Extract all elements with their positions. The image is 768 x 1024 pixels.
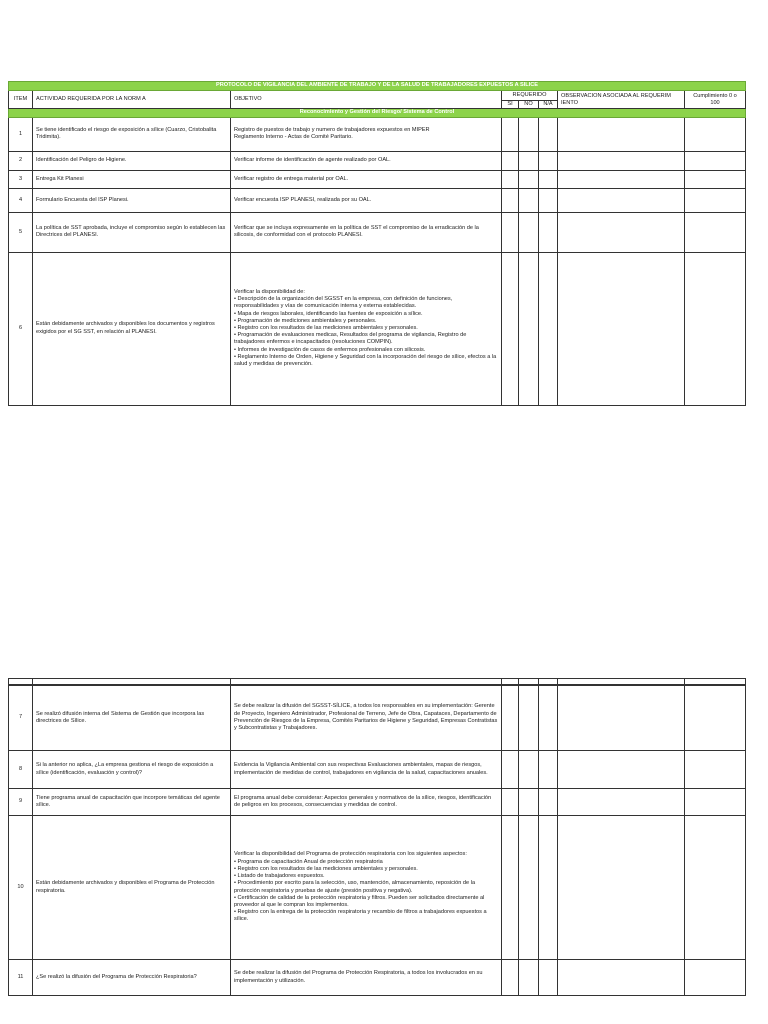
no-cell[interactable]: [519, 751, 539, 789]
table-row: [9, 685, 746, 751]
row-actividad: Identificación del Peligro de Higiene.: [33, 151, 231, 170]
objetivo-line: • Descripción de la organización del SGSST en la empresa, con definición de funciones, responsabilidades y vías de comunicación interna y externa establecidas.: [234, 296, 453, 310]
table-row: [9, 252, 746, 405]
cumplimiento-cell[interactable]: [685, 252, 746, 405]
na-cell[interactable]: [539, 151, 558, 170]
row-actividad: Están debidamente archivados y disponibles los documentos y registros exigidos por el SG SST, en relación al PLANESI.: [33, 252, 231, 405]
row-item-number: 11: [9, 960, 33, 996]
table-row: [9, 151, 746, 170]
objetivo-line: • Informes de investigación de casos de enfermos profesionales con silicosis.: [234, 346, 426, 353]
na-cell[interactable]: [539, 212, 558, 252]
objetivo-line: • Programación de mediciones ambientales y personales.: [234, 317, 377, 324]
row-objetivo: [231, 751, 502, 789]
table-row: [9, 212, 746, 252]
no-cell[interactable]: [519, 252, 539, 405]
cumplimiento-cell[interactable]: [685, 117, 746, 151]
si-cell[interactable]: [502, 212, 519, 252]
na-cell[interactable]: [539, 170, 558, 188]
objetivo-line: • Certificación de calidad de la protección respiratoria y filtros. Pueden ser solicitados directamente al proveedor al que le compran los implementos.: [234, 894, 485, 908]
objetivo-line: Reglamento Interno - Actas de Comité Paritario.: [234, 134, 353, 141]
objetivo-line: Verificar la disponibilidad del Programa de protección respiratoria con los siguientes aspectos:: [234, 851, 467, 858]
row-item-number: 8: [9, 751, 33, 789]
cumplimiento-cell[interactable]: [685, 789, 746, 816]
header-no: NO: [519, 101, 539, 109]
si-cell[interactable]: [502, 188, 519, 212]
cumplimiento-cell[interactable]: [685, 151, 746, 170]
row-actividad: Están debidamente archivados y disponibles el Programa de Protección respiratoria.: [33, 816, 231, 960]
objetivo-line: Verificar la disponibilidad de:: [234, 288, 305, 295]
no-cell[interactable]: [519, 960, 539, 996]
header-item: ITEM: [9, 91, 33, 109]
no-cell[interactable]: [519, 151, 539, 170]
header-cumplimiento: Cumplimiento 0 o 100: [685, 91, 746, 109]
si-cell[interactable]: [502, 252, 519, 405]
observacion-cell[interactable]: [558, 816, 685, 960]
no-cell[interactable]: [519, 170, 539, 188]
row-item-number: 6: [9, 252, 33, 405]
si-cell[interactable]: [502, 960, 519, 996]
table-row: [9, 789, 746, 816]
na-cell[interactable]: [539, 751, 558, 789]
table-row: [9, 117, 746, 151]
na-cell[interactable]: [539, 816, 558, 960]
si-cell[interactable]: [502, 170, 519, 188]
objetivo-line: • Procedimiento por escrito para la selección, uso, mantención, almacenamiento, reposición de la protección respiratoria y pruebas de ajuste (presión positiva y negativa).: [234, 880, 476, 894]
objetivo-line: Evidencia la Vigilancia Ambiental con sus respectivas Evaluaciones ambientales, mapas de riesgos, implementación de medidas de control, trabajadores en vigilancia de la salud, capacitaciones anuales.: [234, 762, 488, 776]
header-actividad: ACTIVIDAD REQUERIDA POR LA NORM A: [33, 91, 231, 109]
objetivo-line: El programa anual debe considerar: Aspectos generales y normativos de la sílice, riesgos, identificación de peligros en los procesos, consecuencias y medidas de control.: [234, 794, 492, 808]
objetivo-line: Registro de puestos de trabajo y numero de trabajadores expuestos en MIPER: [234, 126, 430, 133]
header-si: SI: [502, 101, 519, 109]
row-item-number: 3: [9, 170, 33, 188]
row-objetivo: [231, 170, 502, 188]
header-requerido: REQUERIDO: [502, 91, 558, 101]
no-cell[interactable]: [519, 188, 539, 212]
row-actividad: Entrega Kit Planesi: [33, 170, 231, 188]
objetivo-line: Se debe realizar la difusión del Programa de Protección Respiratoria, a todos los involucrados en su implementación y utilización.: [234, 970, 483, 984]
table-row: [9, 751, 746, 789]
row-item-number: 5: [9, 212, 33, 252]
table-title: PROTOCOLO DE VIGILANCIA DEL AMBIENTE DE TRABAJO Y DE LA SALUD DE TRABAJADORES EXPUESTOS A SÍLICE: [9, 82, 746, 91]
row-actividad: Se realizó difusión interna del Sistema de Gestión que incorpora las directrices de Sílice.: [33, 685, 231, 751]
row-objetivo: [231, 117, 502, 151]
row-actividad: Si la anterior no aplica, ¿La empresa gestiona el riesgo de exposición a sílice (identificación, evaluación y control)?: [33, 751, 231, 789]
row-objetivo: [231, 685, 502, 751]
objetivo-line: Verificar que se incluya expresamente en la política de SST el compromiso de la erradicación de la silicosis, de conformidad con el protocolo PLANESI.: [234, 224, 479, 239]
si-cell[interactable]: [502, 685, 519, 751]
row-objetivo: [231, 816, 502, 960]
table-row: [9, 816, 746, 960]
row-item-number: 4: [9, 188, 33, 212]
si-cell[interactable]: [502, 117, 519, 151]
row-actividad: Tiene programa anual de capacitación que incorpore temáticas del agente sílice.: [33, 789, 231, 816]
na-cell[interactable]: [539, 188, 558, 212]
row-item-number: 2: [9, 151, 33, 170]
objetivo-line: Verificar registro de entrega material por OAL.: [234, 175, 349, 182]
observacion-cell[interactable]: [558, 212, 685, 252]
row-item-number: 7: [9, 685, 33, 751]
no-cell[interactable]: [519, 789, 539, 816]
header-na: N/A: [539, 101, 558, 109]
row-objetivo: [231, 960, 502, 996]
table-row: [9, 170, 746, 188]
si-cell[interactable]: [502, 151, 519, 170]
cumplimiento-cell[interactable]: [685, 685, 746, 751]
na-cell[interactable]: [539, 789, 558, 816]
observacion-cell[interactable]: [558, 960, 685, 996]
observacion-cell[interactable]: [558, 170, 685, 188]
na-cell[interactable]: [539, 117, 558, 151]
observacion-cell[interactable]: [558, 117, 685, 151]
observacion-cell[interactable]: [558, 789, 685, 816]
row-item-number: 1: [9, 117, 33, 151]
row-objetivo: [231, 789, 502, 816]
observacion-cell[interactable]: [558, 151, 685, 170]
si-cell[interactable]: [502, 751, 519, 789]
row-objetivo: [231, 212, 502, 252]
objetivo-line: Verificar informe de identificación de agente realizado por OAL.: [234, 157, 391, 163]
no-cell[interactable]: [519, 117, 539, 151]
no-cell[interactable]: [519, 212, 539, 252]
row-actividad: Se tiene identificado el riesgo de exposición a sílice (Cuarzo, Cristobalita Tridimita).: [33, 117, 231, 151]
header-objetivo: OBJETIVO: [231, 91, 502, 109]
na-cell[interactable]: [539, 252, 558, 405]
header-observacion: OBSERVACION ASOCIADA AL REQUERIM IENTO: [558, 91, 685, 109]
objetivo-line: • Programación de evaluaciones medicas, Resultados del programa de vigilancia, Registro de trabajadores enfermos e incapacitados (resoluciones COMPIN).: [234, 332, 467, 346]
table-row: [9, 960, 746, 996]
objetivo-line: • Registro con la entrega de la protección respiratoria y recambio de filtros a trabajadores expuestos a sílice.: [234, 909, 487, 923]
objetivo-line: • Reglamento Interno de Orden, Higiene y Seguridad con la incorporación del riesgo de sílice, efectos a la salud y medidas de prevención.: [234, 353, 497, 368]
na-cell[interactable]: [539, 685, 558, 751]
na-cell[interactable]: [539, 960, 558, 996]
objetivo-line: • Registro con los resultados de las mediciones ambientales y personales.: [234, 865, 418, 872]
row-objetivo: [231, 188, 502, 212]
cumplimiento-cell[interactable]: [685, 170, 746, 188]
no-cell[interactable]: [519, 685, 539, 751]
objetivo-line: Verificar encuesta ISP PLANESI, realizada por su OAL.: [234, 196, 372, 203]
objetivo-line: Se debe realizar la difusión del SGSST-SÍLICE, a todos los responsables en su implementación: Gerente de Proyecto, Ingeniero Administrador, Profesional de Terreno, Jefe de Obra, Capataces, Departamento de Prevención de Riesgos de la Empresa, Comités Paritarios de Higiene y Seguridad, Empresas Contratistas y Subcontratistas y Trabajadores.: [234, 703, 498, 731]
observacion-cell[interactable]: [558, 252, 685, 405]
row-actividad: ¿Se realizó la difusión del Programa de Protección Respiratoria?: [33, 960, 231, 996]
cumplimiento-cell[interactable]: [685, 960, 746, 996]
row-actividad: La política de SST aprobada, incluye el compromiso según lo establecen las Directrices del PLANESI.: [33, 212, 231, 252]
objetivo-line: • Listado de trabajadores expuestos.: [234, 873, 325, 880]
si-cell[interactable]: [502, 789, 519, 816]
row-item-number: 10: [9, 816, 33, 960]
objetivo-line: • Registro con los resultados de las mediciones ambientales y personales.: [234, 325, 418, 331]
cumplimiento-cell[interactable]: [685, 751, 746, 789]
row-objetivo: [231, 252, 502, 405]
cumplimiento-cell[interactable]: [685, 816, 746, 960]
observacion-cell[interactable]: [558, 751, 685, 789]
objetivo-line: • Mapa de riesgos laborales, identificando las fuentes de exposición a sílice.: [234, 310, 423, 317]
observacion-cell[interactable]: [558, 685, 685, 751]
si-cell[interactable]: [502, 816, 519, 960]
no-cell[interactable]: [519, 816, 539, 960]
table-row: [9, 188, 746, 212]
protocol-table-page-2: [8, 678, 745, 996]
cumplimiento-cell[interactable]: [685, 212, 746, 252]
objetivo-line: • Programa de capacitación Anual de protección respiratoria: [234, 858, 383, 865]
row-item-number: 9: [9, 789, 33, 816]
cumplimiento-cell[interactable]: [685, 188, 746, 212]
section-title: Reconocimiento y Gestión del Riesgo/ Sistema de Control: [9, 109, 746, 117]
row-actividad: Formulario Encuesta del ISP Planesi.: [33, 188, 231, 212]
protocol-table-page-1: [8, 81, 745, 406]
observacion-cell[interactable]: [558, 188, 685, 212]
row-objetivo: [231, 151, 502, 170]
